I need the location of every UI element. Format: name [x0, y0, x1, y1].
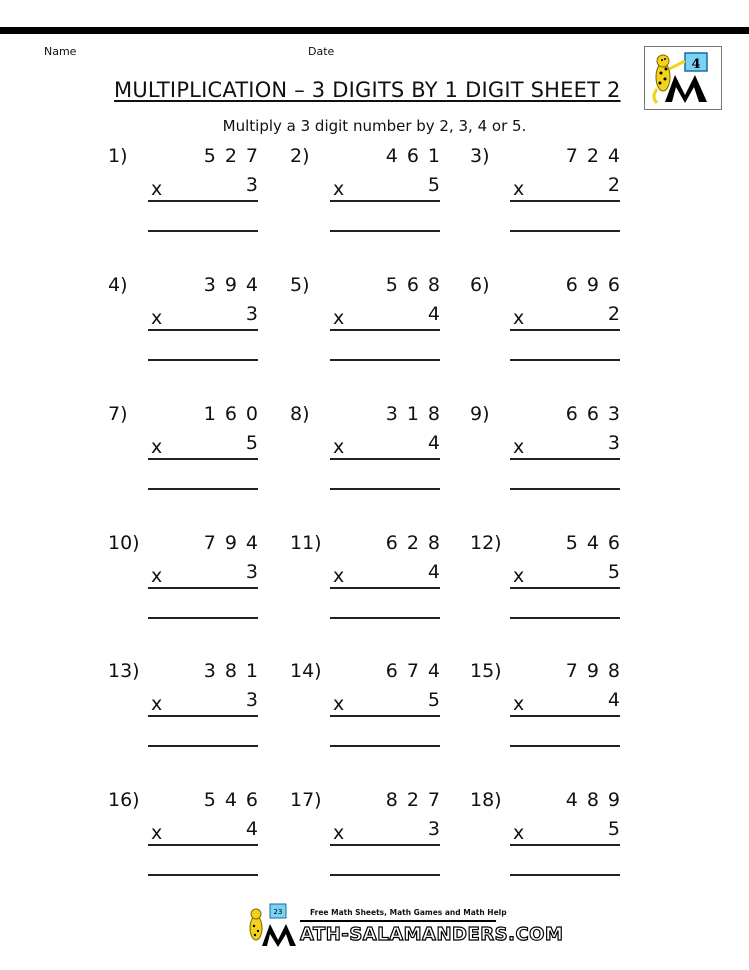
multiplier: 5: [607, 818, 620, 840]
problem-number: 7): [108, 403, 128, 425]
product-rule: [148, 329, 258, 331]
answer-line[interactable]: [330, 359, 440, 361]
multiplicand: 546: [203, 789, 267, 811]
problem-number: 6): [470, 274, 490, 296]
product-rule: [330, 844, 440, 846]
product-rule: [148, 587, 258, 589]
multiplicand: 394: [203, 274, 267, 296]
times-sign: x: [513, 436, 525, 458]
product-rule: [330, 200, 440, 202]
problem-number: 14): [290, 660, 322, 682]
answer-line[interactable]: [510, 230, 620, 232]
logo-grade: 4: [691, 57, 701, 72]
multiplicand: 696: [565, 274, 629, 296]
product-rule: [330, 715, 440, 717]
times-sign: x: [151, 178, 163, 200]
footer-site-link[interactable]: ATH-SALAMANDERS.COM: [300, 924, 564, 945]
problem-number: 18): [470, 789, 502, 811]
problem: [470, 532, 629, 628]
answer-line[interactable]: [148, 359, 258, 361]
multiplicand: 160: [203, 403, 267, 425]
problem: [108, 532, 267, 628]
multiplicand: 628: [385, 532, 449, 554]
multiplier: 2: [607, 303, 620, 325]
times-sign: x: [151, 693, 163, 715]
problem: [108, 145, 267, 241]
multiplicand: 318: [385, 403, 449, 425]
multiplicand: 827: [385, 789, 449, 811]
problem-number: 16): [108, 789, 140, 811]
multiplier: 3: [245, 174, 258, 196]
multiplier: 2: [607, 174, 620, 196]
multiplier: 3: [245, 689, 258, 711]
multiplier: 3: [427, 818, 440, 840]
salamander-icon: [645, 47, 721, 109]
answer-line[interactable]: [148, 745, 258, 747]
problem-number: 10): [108, 532, 140, 554]
multiplier: 4: [427, 303, 440, 325]
problem-number: 9): [470, 403, 490, 425]
times-sign: x: [333, 822, 345, 844]
times-sign: x: [513, 565, 525, 587]
problem-number: 12): [470, 532, 502, 554]
problem: [108, 274, 267, 370]
times-sign: x: [151, 307, 163, 329]
page-title: MULTIPLICATION – 3 DIGITS BY 1 DIGIT SHEET 2: [114, 78, 621, 102]
problem: [108, 403, 267, 499]
problem: [290, 660, 449, 756]
multiplier: 3: [607, 432, 620, 454]
problem: [108, 660, 267, 756]
multiplier: 5: [245, 432, 258, 454]
product-rule: [148, 715, 258, 717]
problem-number: 17): [290, 789, 322, 811]
times-sign: x: [333, 436, 345, 458]
multiplicand: 724: [565, 145, 629, 167]
multiplicand: 527: [203, 145, 267, 167]
answer-line[interactable]: [510, 359, 620, 361]
problem-number: 3): [470, 145, 490, 167]
multiplicand: 794: [203, 532, 267, 554]
product-rule: [148, 844, 258, 846]
product-rule: [330, 329, 440, 331]
answer-line[interactable]: [510, 745, 620, 747]
product-rule: [330, 458, 440, 460]
problem-number: 11): [290, 532, 322, 554]
multiplicand: 568: [385, 274, 449, 296]
footer-tagline: Free Math Sheets, Math Games and Math Help: [310, 908, 507, 917]
footer-divider: [300, 920, 496, 922]
footer-logo: [244, 900, 300, 950]
salamander-logo: [644, 46, 722, 110]
multiplicand: 546: [565, 532, 629, 554]
product-rule: [510, 587, 620, 589]
product-rule: [510, 329, 620, 331]
answer-line[interactable]: [330, 874, 440, 876]
multiplier: 5: [427, 174, 440, 196]
date-label: Date: [308, 45, 335, 58]
top-border: [0, 27, 749, 34]
answer-line[interactable]: [330, 617, 440, 619]
times-sign: x: [513, 822, 525, 844]
multiplier: 4: [427, 432, 440, 454]
problem: [290, 532, 449, 628]
problem-number: 15): [470, 660, 502, 682]
times-sign: x: [513, 307, 525, 329]
answer-line[interactable]: [510, 488, 620, 490]
multiplier: 5: [607, 561, 620, 583]
multiplicand: 663: [565, 403, 629, 425]
instructions: Multiply a 3 digit number by 2, 3, 4 or 5.: [222, 117, 527, 135]
footer-logo-grade: 23: [273, 908, 283, 916]
product-rule: [148, 200, 258, 202]
answer-line[interactable]: [330, 488, 440, 490]
problem: [470, 789, 629, 885]
problem-number: 4): [108, 274, 128, 296]
times-sign: x: [513, 178, 525, 200]
times-sign: x: [333, 307, 345, 329]
problem-number: 1): [108, 145, 128, 167]
multiplicand: 798: [565, 660, 629, 682]
problem: [470, 660, 629, 756]
times-sign: x: [333, 178, 345, 200]
answer-line[interactable]: [148, 230, 258, 232]
multiplier: 5: [427, 689, 440, 711]
product-rule: [148, 458, 258, 460]
product-rule: [510, 200, 620, 202]
problem: [470, 274, 629, 370]
multiplier: 3: [245, 303, 258, 325]
multiplier: 3: [245, 561, 258, 583]
answer-line[interactable]: [148, 874, 258, 876]
problem: [290, 145, 449, 241]
product-rule: [510, 458, 620, 460]
problem: [470, 145, 629, 241]
product-rule: [510, 715, 620, 717]
times-sign: x: [333, 693, 345, 715]
answer-line[interactable]: [510, 617, 620, 619]
multiplicand: 674: [385, 660, 449, 682]
answer-line[interactable]: [148, 617, 258, 619]
problem: [470, 403, 629, 499]
problem-number: 5): [290, 274, 310, 296]
multiplier: 4: [607, 689, 620, 711]
product-rule: [510, 844, 620, 846]
times-sign: x: [151, 436, 163, 458]
answer-line[interactable]: [330, 745, 440, 747]
product-rule: [330, 587, 440, 589]
problem: [108, 789, 267, 885]
times-sign: x: [151, 822, 163, 844]
problem-number: 13): [108, 660, 140, 682]
problem-number: 8): [290, 403, 310, 425]
answer-line[interactable]: [330, 230, 440, 232]
problem-number: 2): [290, 145, 310, 167]
problem: [290, 274, 449, 370]
multiplicand: 381: [203, 660, 267, 682]
multiplier: 4: [245, 818, 258, 840]
multiplicand: 489: [565, 789, 629, 811]
multiplier: 4: [427, 561, 440, 583]
multiplicand: 461: [385, 145, 449, 167]
times-sign: x: [513, 693, 525, 715]
answer-line[interactable]: [148, 488, 258, 490]
answer-line[interactable]: [510, 874, 620, 876]
name-label: Name: [44, 45, 77, 58]
problem: [290, 403, 449, 499]
times-sign: x: [151, 565, 163, 587]
times-sign: x: [333, 565, 345, 587]
problem: [290, 789, 449, 885]
